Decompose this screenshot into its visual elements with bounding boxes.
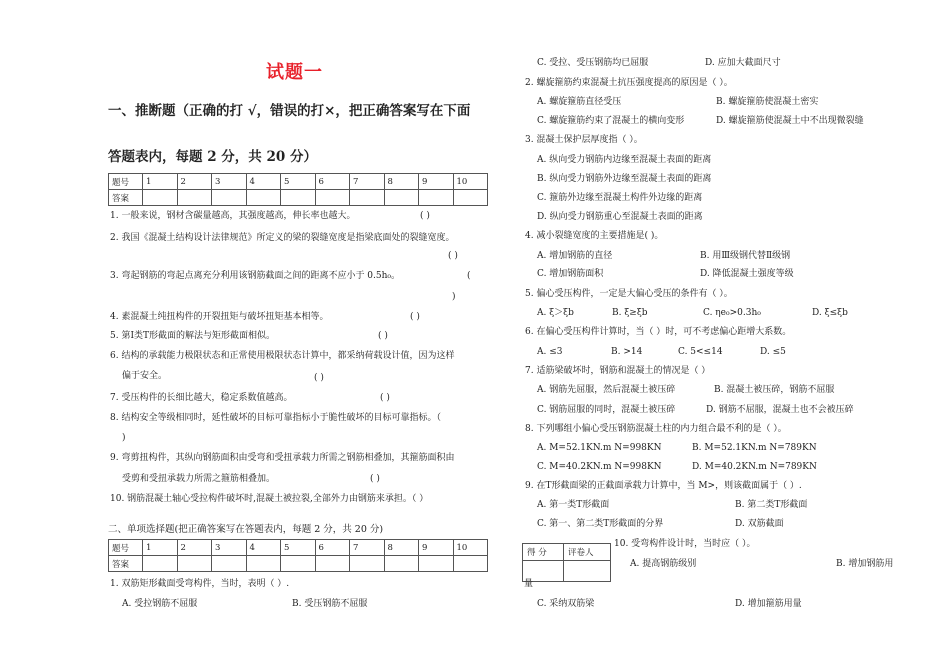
mc-option-9b[interactable]: B. 第二类T形截面 [735, 500, 808, 510]
table-cell: 5 [281, 540, 316, 556]
table-cell: 答案 [109, 556, 143, 572]
mc-option-5d[interactable]: D. ξ≤ξb [812, 308, 848, 318]
table-cell: 10 [453, 540, 488, 556]
mc-option-8c[interactable]: C. M=40.2KN.m N=998KN [537, 462, 662, 472]
mc-option-10a[interactable]: A. 提高钢筋级别 [630, 559, 697, 569]
tf-answer-paren-7[interactable]: ( ) [380, 393, 390, 403]
mc-option-7a[interactable]: A. 钢筋先屈服，然后混凝土被压碎 [537, 385, 676, 395]
mc-question-8: 8. 下列哪组小偏心受压钢筋混凝土柱的内力组合最不利的是（ ）。 [525, 424, 787, 434]
tf-question-7: 7. 受压构件的长细比越大，稳定系数值越高。 [110, 393, 293, 403]
tf-question-4: 4. 素混凝土纯扭构件的开裂扭矩与破坏扭矩基本相等。 [110, 312, 329, 322]
table-cell: 9 [419, 174, 454, 190]
grader-label: 评卷人 [564, 544, 611, 561]
table-cell: 8 [384, 174, 419, 190]
mc-option-5a[interactable]: A. ξ＞ξb [537, 308, 574, 318]
mc-question-4: 4. 减小裂缝宽度的主要措施是( )。 [525, 231, 664, 241]
mc-option-10b-cont: 量 [524, 579, 534, 589]
answer-cell[interactable] [350, 556, 385, 572]
tf-answer-paren-6[interactable]: ( ) [314, 373, 324, 383]
answer-cell[interactable] [453, 556, 488, 572]
answer-cell[interactable] [143, 190, 178, 206]
mc-option-6a[interactable]: A. ≤3 [537, 347, 563, 357]
tf-question-8-line1: 8. 结构安全等级相同时，延性破坏的目标可靠指标小于脆性破坏的目标可靠指标。（ [110, 413, 441, 423]
mc-option-9d[interactable]: D. 双筋截面 [735, 519, 784, 529]
mc-question-6: 6. 在偏心受压构件计算时，当（ ）时，可不考虑偏心距增大系数。 [525, 327, 792, 337]
score-label: 得 分 [523, 544, 564, 561]
answer-cell[interactable] [315, 556, 350, 572]
tf-answer-paren-9[interactable]: ( ) [370, 474, 380, 484]
mc-question-7: 7. 适筋梁破坏时，钢筋和混凝土的情况是（ ） [525, 366, 711, 376]
table-cell: 4 [246, 540, 281, 556]
answer-cell[interactable] [246, 190, 281, 206]
answer-cell[interactable] [212, 556, 247, 572]
answer-table-1-header-row [109, 174, 488, 190]
answer-cell[interactable] [419, 190, 454, 206]
tf-question-6-line1: 6. 结构的承载能力极限状态和正常使用极限状态计算中，都采纳荷载设计值，因为这样 [110, 351, 455, 361]
tf-question-9-line1: 9. 弯剪扭构件，其纵向钢筋面积由受弯和受扭承载力所需之钢筋相叠加，其箍筋面积由 [110, 453, 455, 463]
mc-option-4a[interactable]: A. 增加钢筋的直径 [537, 251, 613, 261]
section1-heading-line1: 一、推断题（正确的打 √，错误的打×，把正确答案写在下面 [108, 103, 471, 119]
table-cell: 6 [315, 540, 350, 556]
table-cell: 6 [315, 174, 350, 190]
mc-option-9c[interactable]: C. 第一、第二类T形截面的分界 [537, 519, 664, 529]
mc-option-7d[interactable]: D. 钢筋不屈服，混凝土也不会被压碎 [706, 405, 854, 415]
table-cell: 2 [177, 540, 212, 556]
answer-table-1-answer-row [109, 190, 488, 206]
table-cell: 2 [177, 174, 212, 190]
tf-answer-paren-4[interactable]: ( ) [410, 312, 420, 322]
answer-cell[interactable] [246, 556, 281, 572]
mc-option-8a[interactable]: A. M=52.1KN.m N=998KN [537, 443, 662, 453]
tf-answer-paren-3-open[interactable]: ( [467, 271, 471, 281]
mc-option-4b[interactable]: B. 用Ⅲ级钢代替Ⅱ级钢 [700, 251, 791, 261]
mc-question-2: 2. 螺旋箍筋约束混凝土抗压强度提高的原因是（ ）。 [525, 78, 733, 88]
mc-question-5: 5. 偏心受压构件，一定是大偏心受压的条件有（ ）。 [525, 289, 733, 299]
tf-answer-paren-5[interactable]: ( ) [378, 331, 388, 341]
score-box [522, 543, 611, 582]
mc-option-6b[interactable]: B. >14 [611, 347, 643, 357]
answer-table-2-answer-row [109, 556, 488, 572]
table-cell: 9 [419, 540, 454, 556]
answer-cell[interactable] [384, 556, 419, 572]
mc-option-8b[interactable]: B. M=52.1KN.m N=789KN [692, 443, 817, 453]
grader-cell[interactable] [564, 561, 611, 582]
answer-cell[interactable] [143, 556, 178, 572]
tf-question-3: 3. 弯起钢筋的弯起点离充分利用该钢筋截面之间的距离不应小于 0.5h₀。 [110, 271, 401, 281]
tf-answer-paren-3-close: ) [452, 292, 456, 302]
mc-option-1c[interactable]: C. 受拉、受压钢筋均已屈服 [537, 58, 649, 68]
mc-option-3c[interactable]: C. 箍筋外边缘至混凝土构件外边缘的距离 [537, 193, 703, 203]
table-cell: 3 [212, 174, 247, 190]
mc-option-10c[interactable]: C. 采纳双筋梁 [537, 599, 595, 609]
mc-option-1a[interactable]: A. 受拉钢筋不屈服 [122, 599, 198, 609]
mc-option-9a[interactable]: A. 第一类T形截面 [537, 500, 610, 510]
mc-option-3a[interactable]: A. 纵向受力钢筋内边缘至混凝土表面的距离 [537, 155, 712, 165]
mc-option-5b[interactable]: B. ξ≥ξb [612, 308, 648, 318]
answer-table-1 [108, 173, 488, 206]
mc-question-3: 3. 混凝土保护层厚度指（ ）。 [525, 135, 643, 145]
mc-option-3d[interactable]: D. 纵向受力钢筋重心至混凝土表面的距离 [537, 212, 703, 222]
tf-question-2: 2. 我国《混凝土结构设计法律规范》所定义的梁的裂缝宽度是指梁底面处的裂缝宽度。 [110, 233, 455, 243]
mc-option-1d[interactable]: D. 应加大截面尺寸 [705, 58, 781, 68]
mc-question-1: 1. 双筋矩形截面受弯构件，当时，表明（ ）. [110, 579, 290, 589]
mc-option-7b[interactable]: B. 混凝土被压碎，钢筋不屈服 [714, 385, 835, 395]
tf-question-5: 5. 第Ⅰ类T形截面的解法与矩形截面相似。 [110, 331, 276, 341]
table-cell: 1 [143, 174, 178, 190]
answer-cell[interactable] [177, 556, 212, 572]
answer-cell[interactable] [315, 190, 350, 206]
answer-cell[interactable] [177, 190, 212, 206]
table-cell: 1 [143, 540, 178, 556]
table-cell: 3 [212, 540, 247, 556]
mc-option-4c[interactable]: C. 增加钢筋面积 [537, 269, 604, 279]
mc-option-6d[interactable]: D. ≤5 [760, 347, 786, 357]
table-cell: 4 [246, 174, 281, 190]
answer-cell[interactable] [281, 556, 316, 572]
mc-option-7c[interactable]: C. 钢筋屈服的同时，混凝土被压碎 [537, 405, 676, 415]
tf-question-10: 10. 钢筋混凝土轴心受拉构件破坏时,混凝土被拉裂,全部外力由钢筋来承担。（ ） [110, 494, 429, 504]
tf-answer-paren-1[interactable]: ( ) [420, 211, 430, 221]
table-cell: 5 [281, 174, 316, 190]
mc-option-1b[interactable]: B. 受压钢筋不屈服 [292, 599, 368, 609]
table-cell: 题号 [109, 174, 143, 190]
tf-question-8-line2: ) [122, 433, 126, 443]
mc-option-8d[interactable]: D. M=40.2KN.m N=789KN [692, 462, 817, 472]
answer-cell[interactable] [281, 190, 316, 206]
tf-answer-paren-2[interactable]: ( ) [448, 251, 458, 261]
mc-option-2a[interactable]: A. 螺旋箍筋直径受压 [537, 97, 622, 107]
table-cell: 答案 [109, 190, 143, 206]
mc-option-10b[interactable]: B. 增加钢筋用 [836, 559, 894, 569]
mc-question-10: 10. 受弯构件设计时，当时应（ ）。 [614, 539, 756, 549]
tf-question-6-line2: 偏于安全。 [122, 371, 168, 381]
mc-option-2d[interactable]: D. 螺旋箍筋使混凝土中不出现微裂缝 [716, 116, 864, 126]
answer-cell[interactable] [384, 190, 419, 206]
answer-table-2-header-row [109, 540, 488, 556]
answer-cell[interactable] [419, 556, 454, 572]
mc-option-4d[interactable]: D. 降低混凝土强度等级 [700, 269, 794, 279]
answer-cell[interactable] [212, 190, 247, 206]
section2-heading: 二、单项选择题(把正确答案写在答题表内，每题 2 分，共 20 分) [108, 524, 384, 535]
answer-cell[interactable] [453, 190, 488, 206]
table-cell: 10 [453, 174, 488, 190]
mc-option-2c[interactable]: C. 螺旋箍筋约束了混凝土的横向变形 [537, 116, 685, 126]
mc-question-9: 9. 在T形截面梁的正截面承载力计算中，当 M>，则该截面属于（ ）. [525, 481, 802, 491]
mc-option-2b[interactable]: B. 螺旋箍筋使混凝土密实 [716, 97, 819, 107]
answer-cell[interactable] [350, 190, 385, 206]
answer-table-2 [108, 539, 488, 572]
table-cell: 题号 [109, 540, 143, 556]
mc-option-6c[interactable]: C. 5<≤14 [678, 347, 723, 357]
table-cell: 8 [384, 540, 419, 556]
tf-question-1: 1. 一般来说，钢材含碳量越高，其强度越高，伸长率也越大。 [110, 211, 356, 221]
exam-title: 试题一 [266, 62, 323, 83]
mc-option-5c[interactable]: C. ηe₀>0.3h₀ [703, 308, 761, 318]
table-cell: 7 [350, 174, 385, 190]
tf-question-9-line2: 受剪和受扭承载力所需之箍筋相叠加。 [122, 474, 276, 484]
section1-heading-line2: 答题表内，每题 2 分，共 20 分） [108, 149, 317, 165]
mc-option-3b[interactable]: B. 纵向受力钢筋外边缘至混凝土表面的距离 [537, 174, 712, 184]
table-cell: 7 [350, 540, 385, 556]
mc-option-10d[interactable]: D. 增加箍筋用量 [735, 599, 802, 609]
